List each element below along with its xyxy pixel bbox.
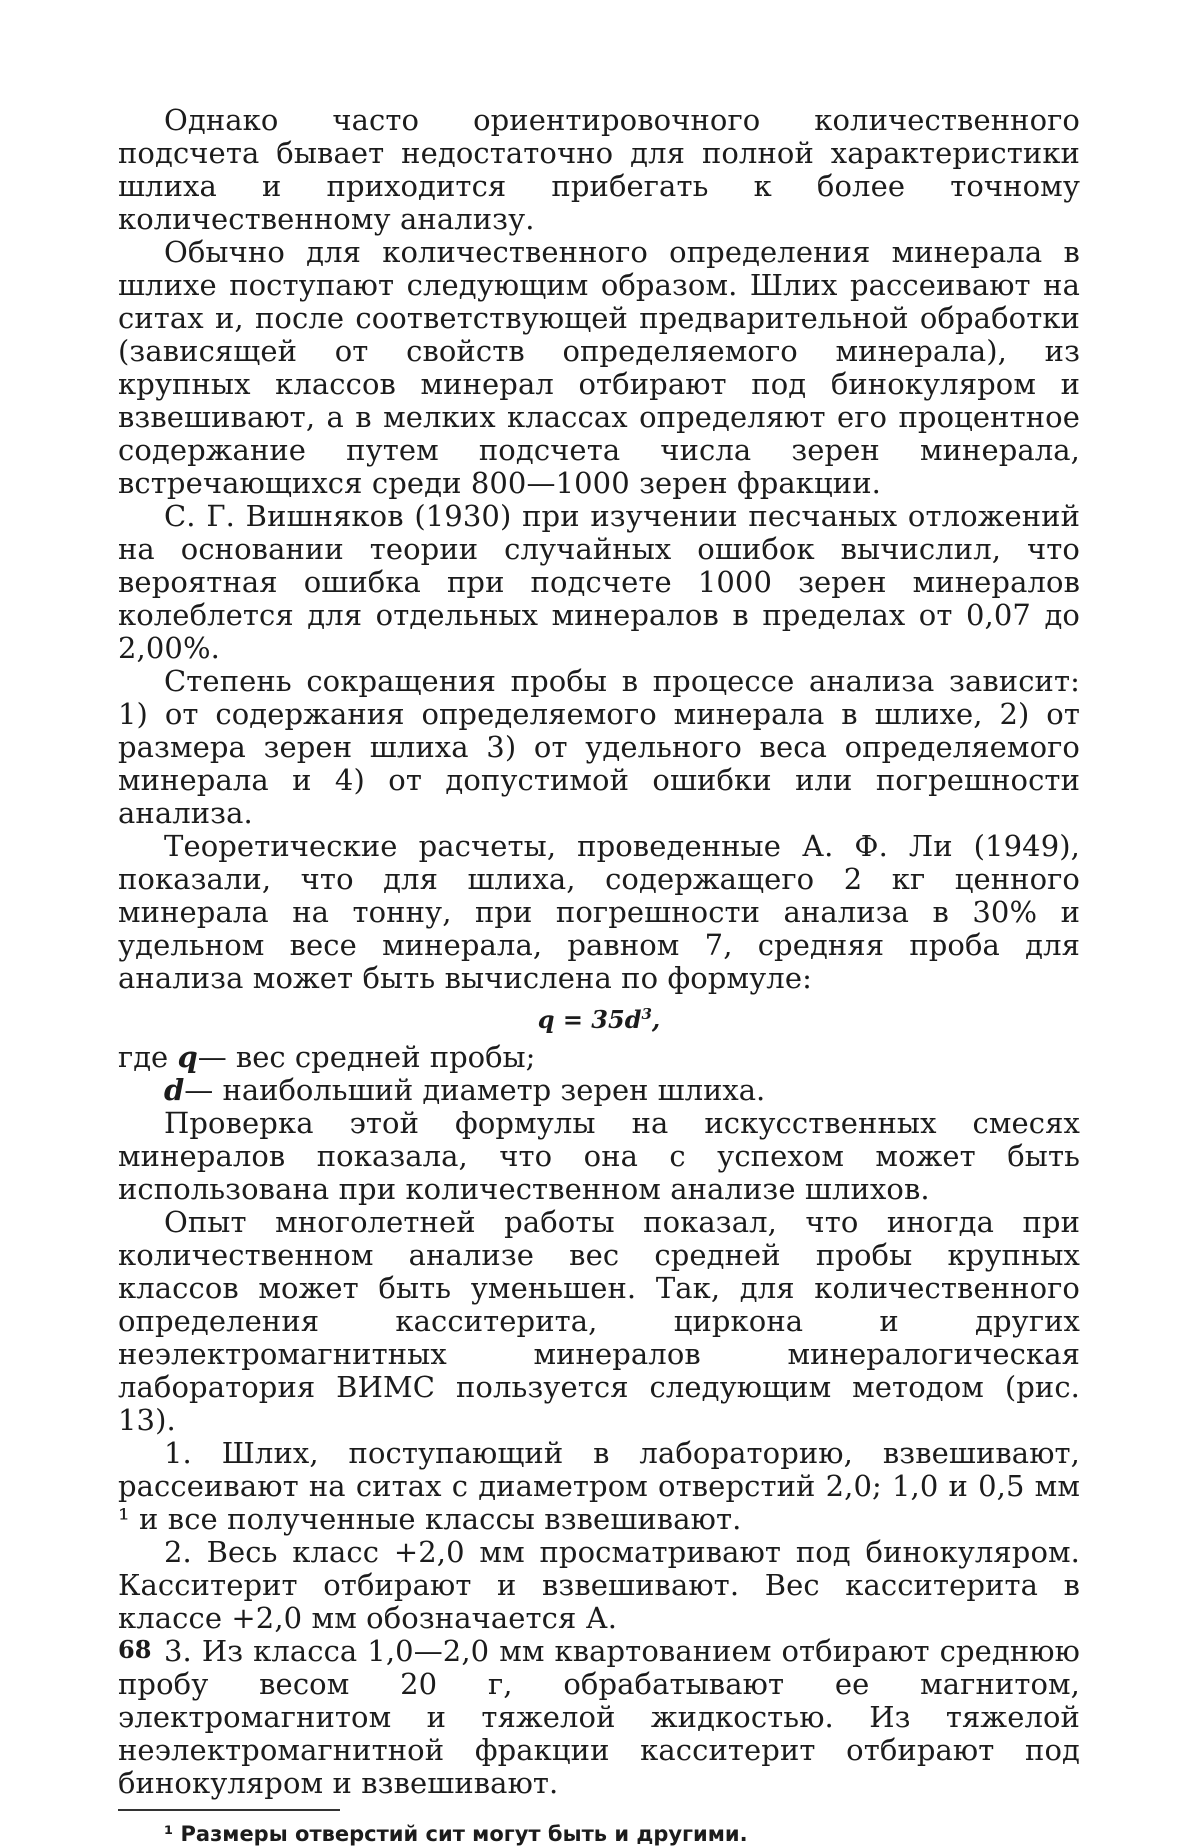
definition-q-text: — вес средней пробы; — [197, 1040, 536, 1074]
paragraph-9: 2. Весь класс +2,0 мм просматривают под бинокуляром. Касситерит отбирают и взвешивают. Вес касситерита в классе +2,0 мм обозначается А. — [118, 1535, 1080, 1635]
page-body — [118, 104, 1080, 1847]
paragraph-10: 3. Из класса 1,0—2,0 мм квартованием отбирают среднюю пробу весом 20 г, обрабатывают ее магнитом, электромагнитом и тяжелой жидкостью. Из тяжелой неэлектромагнитной фракции касситерит отбирают под бинокуляром и взвешивают. — [118, 1634, 1080, 1800]
footnote-divider — [118, 1809, 340, 1811]
paragraph-7: Опыт многолетней работы показал, что иногда при количественном анализе вес средней пробы крупных классов может быть уменьшен. Так, для количественного определения касситерита, циркона и других неэлектромагнитных минералов минералогическая лаборатория ВИМС пользуется следующим методом (рис. 13). — [118, 1205, 1080, 1437]
formula-tail: , — [651, 1005, 661, 1034]
paragraph-8: 1. Шлих, поступающий в лабораторию, взвешивают, рассеивают на ситах с диаметром отверстий 2,0; 1,0 и 0,5 мм ¹ и все полученные классы взвешивают. — [118, 1436, 1080, 1536]
formula — [118, 999, 1080, 1035]
definition-q — [118, 1041, 1080, 1074]
formula-exponent: 3 — [641, 1005, 652, 1023]
definition-d — [118, 1074, 1080, 1107]
paragraph-6: Проверка этой формулы на искусственных смесях минералов показала, что она с успехом может быть использована при количественном анализе шлихов. — [118, 1106, 1080, 1206]
paragraph-5: Теоретические расчеты, проведенные А. Ф. Ли (1949), показали, что для шлиха, содержащего 2 кг ценного минерала на тонну, при погрешности анализа в 30% и удельном весе минерала, равном 7, средняя проба для анализа может быть вычислена по формуле: — [118, 829, 1080, 995]
paragraph-3: С. Г. Вишняков (1930) при изучении песчаных отложений на основании теории случайных ошибок вычислил, что вероятная ошибка при подсчете 1000 зерен минералов колеблется для отдельных минералов в пределах от 0,07 до 2,00%. — [118, 499, 1080, 665]
page-number: 68 — [118, 1635, 152, 1664]
paragraph-1: Однако часто ориентировочного количественного подсчета бывает недостаточно для полной характеристики шлиха и приходится прибегать к более точному количественному анализу. — [118, 103, 1080, 236]
definition-lead: где — [118, 1040, 169, 1074]
definition-d-text: — наибольший диаметр зерен шлиха. — [184, 1073, 766, 1107]
definition-d-symbol: d — [164, 1073, 185, 1107]
formula-lhs: q = 35d — [537, 1005, 642, 1034]
paragraph-2: Обычно для количественного определения минерала в шлихе поступают следующим образом. Шлих рассеивают на ситах и, после соответствующей предварительной обработки (зависящей от свойств определяемого минерала), из крупных классов минерал отбирают под бинокуляром и взвешивают, а в мелких классах определяют его процентное содержание путем подсчета числа зерен минерала, встречающихся среди 800—1000 зерен фракции. — [118, 235, 1080, 500]
footnote: ¹ Размеры отверстий сит могут быть и другими. — [164, 1822, 748, 1846]
formula-definitions — [118, 1041, 1080, 1107]
paragraph-4: Степень сокращения пробы в процессе анализа зависит: 1) от содержания определяемого минерала в шлихе, 2) от размера зерен шлиха 3) от удельного веса определяемого минерала и 4) от допустимой ошибки или погрешности анализа. — [118, 664, 1080, 830]
definition-q-symbol: q — [177, 1040, 198, 1074]
